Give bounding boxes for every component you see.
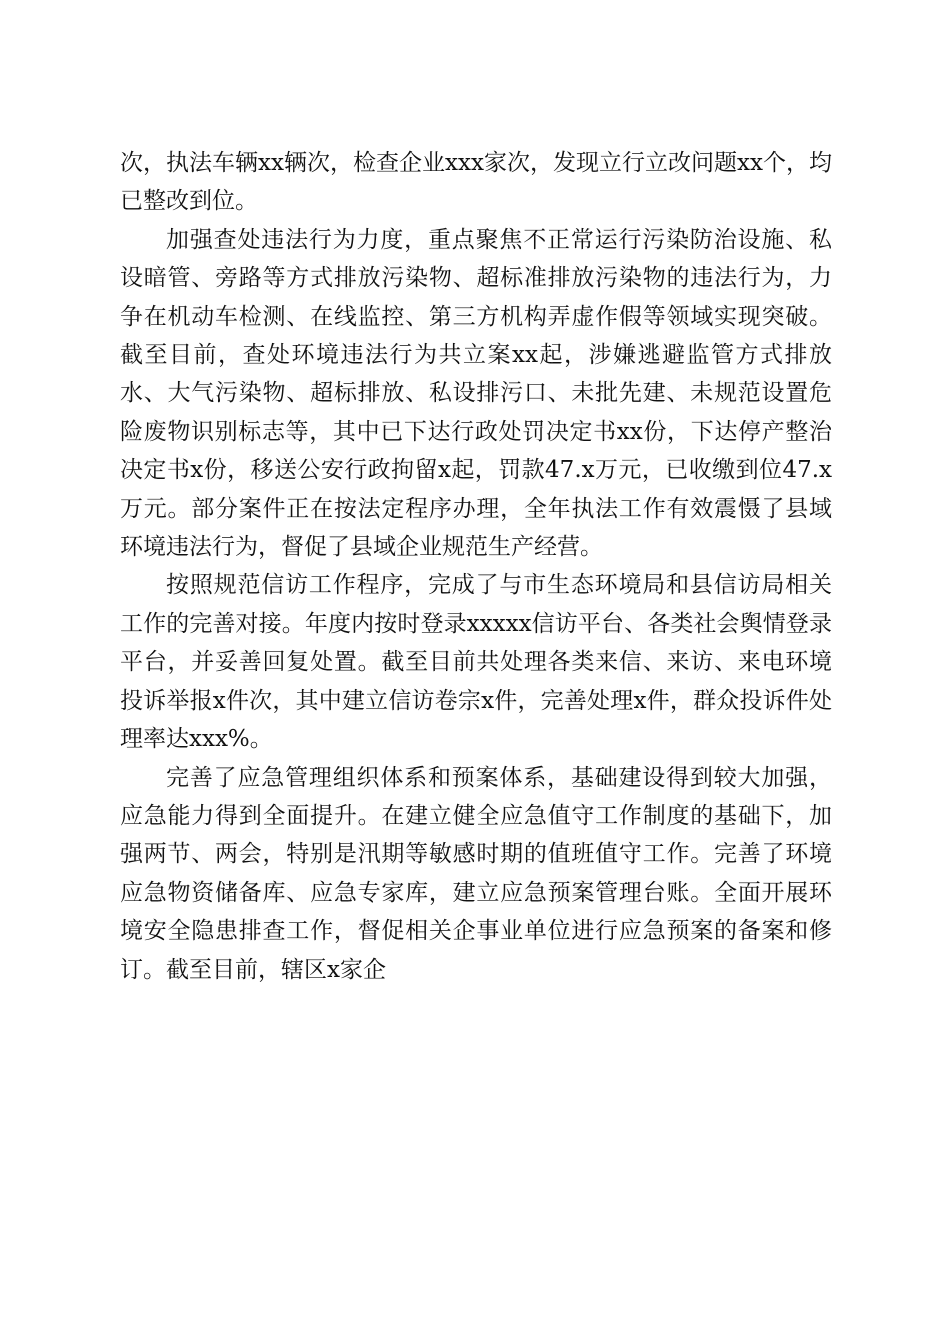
paragraph-petitions: 按照规范信访工作程序，完成了与市生态环境局和县信访局相关工作的完善对接。年度内按时登录xxxxx信访平台、各类社会舆情登录平台，并妥善回复处置。截至目前共处理各类来信、来访、来电环境投诉举报x件次，其中建立信访卷宗x件，完善处理x件，群众投诉件处理率达xxx%。 [120, 572, 832, 753]
paragraph-continuation: 次，执法车辆xx辆次，检查企业xxx家次，发现立行立改问题xx个，均已整改到位。 [120, 150, 832, 215]
paragraph-emergency-management: 完善了应急管理组织体系和预案体系，基础建设得到较大加强，应急能力得到全面提升。在建立健全应急值守工作制度的基础下，加强两节、两会，特别是汛期等敏感时期的值班值守工作。完善了环境应急物资储备库、应急专家库，建立应急预案管理台账。全面开展环境安全隐患排查工作，督促相关企事业单位进行应急预案的备案和修订。截至目前，辖区x家企 [120, 764, 832, 983]
paragraph-enforcement: 加强查处违法行为力度，重点聚焦不正常运行污染防治设施、私设暗管、旁路等方式排放污染物、超标准排放污染物的违法行为，力争在机动车检测、在线监控、第三方机构弄虚作假等领域实现突破。截至目前，查处环境违法行为共立案xx起，涉嫌逃避监管方式排放水、大气污染物、超标排放、私设排污口、未批先建、未规范设置危险废物识别标志等，其中已下达行政处罚决定书xx份，下达停产整治决定书x份，移送公安行政拘留x起，罚款47.x万元，已收缴到位47.x万元。部分案件正在按法定程序办理，全年执法工作有效震慑了县域环境违法行为，督促了县域企业规范生产经营。 [120, 226, 832, 561]
body-text [120, 144, 832, 989]
